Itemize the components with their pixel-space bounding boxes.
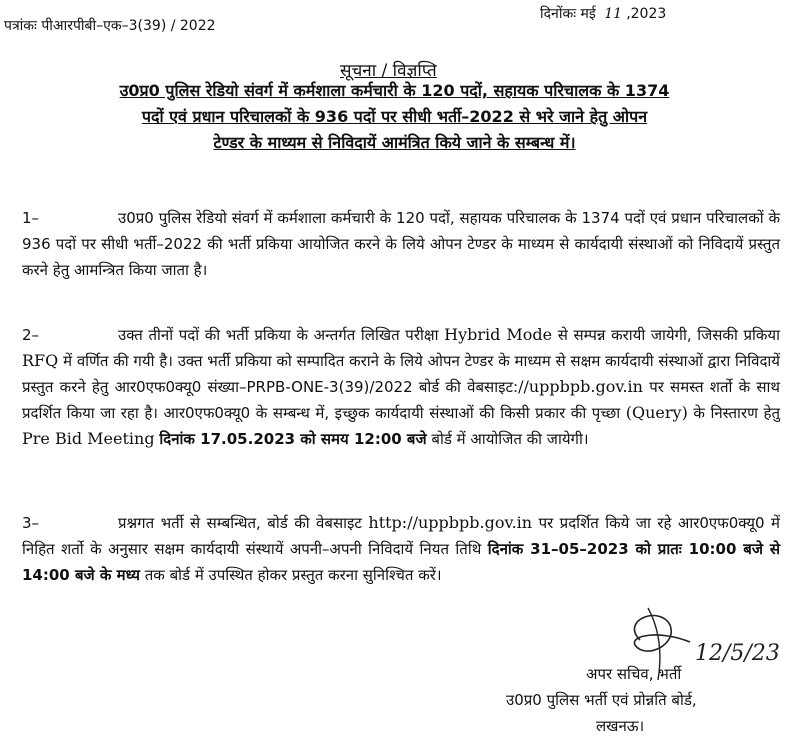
- issue-date: [540, 4, 666, 23]
- reference-number: पत्रांकः पीआरपीबी–एक–3(39) / 2022: [4, 18, 216, 34]
- paragraph-number: 2–: [22, 326, 40, 344]
- paragraph-text: में वर्णित की गयी है। उक्त भर्ती प्रकिया को सम्पादित कराने के लिये ओपन टेण्डर के माध्यम से सक्षम कार्यदायी संस्थाओं द्वारा निविदायें प्रस्तुत करने हेतु आर0एफ0क्यू0 संख्या–PRPB-ONE-3(39)/2022 बोर्ड की वेबसाइट:: [22, 352, 780, 396]
- signature-block: [500, 600, 785, 740]
- query-term: (Query): [625, 403, 688, 422]
- paragraph-2: [22, 322, 780, 452]
- paragraph-1: [22, 205, 780, 283]
- paragraph-text: प्रश्नगत भर्ती से सम्बन्धित, बोर्ड की वेबसाइट: [118, 514, 362, 532]
- paragraph-text: पर प्रदर्शित किये जा रहे आर0एफ0क्यू0 में निहित शर्तो के अनुसार सक्षम कार्यदायी संस्थायें अपनी–अपनी निविदायें नियत तिथि: [22, 514, 780, 558]
- paragraph-number: 3–: [22, 514, 40, 532]
- signatory-organization: उ0प्र0 पुलिस भर्ती एवं प्रोन्नति बोर्ड,: [506, 691, 697, 709]
- paragraph-number: 1–: [22, 209, 40, 227]
- paragraph-text: के निस्तारण हेतु: [693, 404, 780, 422]
- paragraph-3: [22, 510, 780, 588]
- rfq-term: RFQ: [22, 351, 59, 370]
- signatory-title: अपर सचिव, भर्ती: [586, 665, 682, 683]
- meeting-date: दिनांक 17.05.2023 को समय 12:00 बजे: [159, 430, 427, 448]
- paragraph-text: पर समस्त शर्तो के साथ प्रदर्शित किया जा रहा है। आर0एफ0क्यू0 के सम्बन्ध में, इच्छुक कार्यदायी संस्थाओं की किसी प्रकार की पृच्छा: [22, 378, 780, 422]
- notice-label: सूचना / विज्ञप्ति: [340, 61, 437, 81]
- paragraph-text: बोर्ड में आयोजित की जायेगी।: [431, 430, 589, 448]
- date-year: ,2023: [626, 6, 667, 22]
- website-link[interactable]: http://uppbpb.gov.in: [368, 513, 533, 532]
- date-handwritten: 11: [604, 6, 623, 22]
- paragraph-text: उक्त तीनों पदों की भर्ती प्रकिया के अन्तर्गत लिखित परीक्षा: [118, 326, 439, 344]
- paragraph-text: तक बोर्ड में उपस्थित होकर प्रस्तुत करना सुनिश्चित करें।: [144, 566, 442, 584]
- submission-deadline: दिनांक 31–05–2023 को प्रातः 10:00 बजे से 14:00 बजे के मध्य: [22, 540, 780, 584]
- paragraph-text: से सम्पन्न करायी जायेगी, जिसकी प्रकिया: [557, 326, 780, 344]
- date-prefix: दिनोंकः मई: [540, 6, 596, 22]
- prebid-term: Pre Bid Meeting: [22, 429, 155, 448]
- subject-heading: [22, 78, 767, 156]
- subject-line: उ0प्र0 पुलिस रेडियो संवर्ग में कर्मशाला कर्मचारी के 120 पदों, सहायक परिचालक के 1374: [119, 81, 670, 100]
- signature-date: 12/5/23: [695, 641, 780, 666]
- signatory-city: लखनऊ।: [596, 717, 645, 735]
- subject-line: पदों एवं प्रधान परिचालकों के 936 पदों पर सीधी भर्ती–2022 से भरे जाने हेतु ओपन: [141, 107, 648, 126]
- paragraph-text: उ0प्र0 पुलिस रेडियो संवर्ग में कर्मशाला कर्मचारी के 120 पदों, सहायक परिचालक के 1374 पदों एवं प्रधान परिचालकों के 936 पदों पर सीधी भर्ती–2022 की भर्ती प्रकिया आयोजित करने के लिये ओपन टेण्डर के माध्यम से कार्यदायी संस्थाओं को निविदायें प्रस्तुत करने हेतु आमन्त्रित किया जाता है।: [22, 209, 780, 279]
- exam-mode: Hybrid Mode: [444, 325, 553, 344]
- website-link[interactable]: //uppbpb.gov.in: [518, 377, 643, 396]
- subject-line: टेण्डर के माध्यम से निविदायें आमंत्रित किये जाने के सम्बन्ध में।: [213, 133, 576, 152]
